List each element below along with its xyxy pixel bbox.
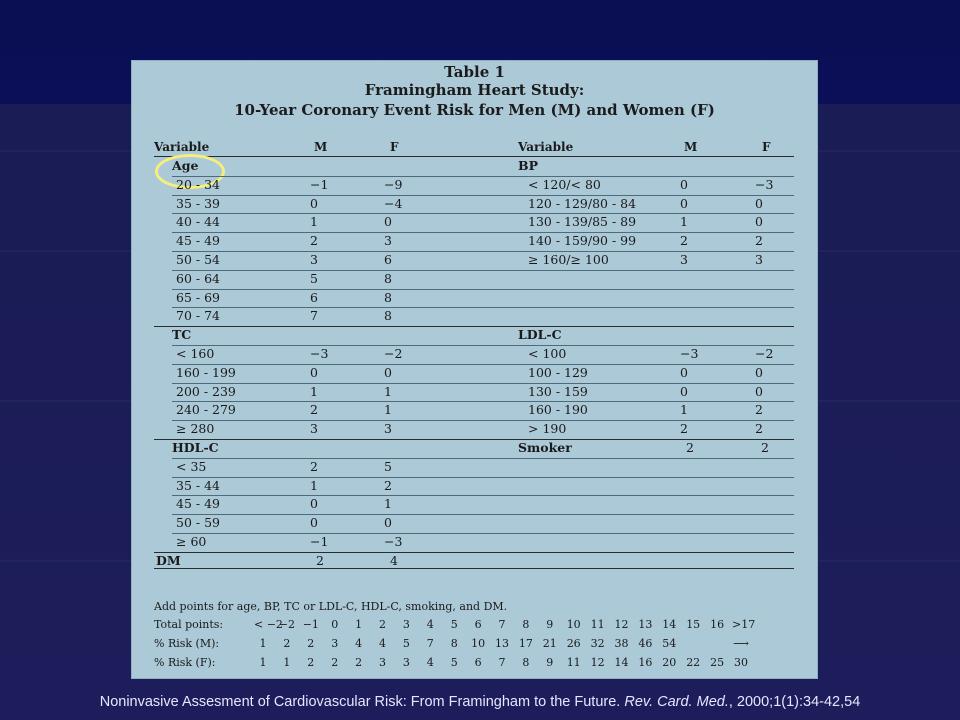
group-label-left: TC [172,327,192,343]
row-range-left: 45 - 49 [176,233,220,249]
row-range-left: 35 - 39 [176,195,220,211]
row-range-left: 50 - 54 [176,252,220,267]
row-f-left: 5 [384,458,392,474]
risk-women-value: 30 [734,656,748,669]
row-range-right: 120 - 129/80 - 84 [528,195,637,211]
row-f-left: 6 [384,252,392,267]
row-range-left: 20 - 34 [176,176,220,192]
header-variable-left: Variable [154,140,210,154]
total-point: 12 [614,618,629,631]
risk-men-value: 8 [450,637,458,650]
total-point: 5 [450,618,458,631]
row-m-right: 2 [680,233,688,249]
row-rule [172,420,794,421]
risk-men-value: 17 [518,637,533,650]
group-rule [154,439,794,440]
citation-reference: , 2000;1(1):34-42,54 [728,694,861,710]
total-point: 8 [522,618,530,631]
row-m-right: 0 [680,364,688,380]
row-f-left: −9 [384,176,403,192]
row-f-right: 2 [755,421,763,437]
total-point: 3 [402,618,410,631]
risk-men-value: 2 [307,637,315,650]
risk-women-value: 12 [590,656,605,669]
row-m-right: 0 [680,383,688,399]
row-range-left: 240 - 279 [176,402,236,418]
row-rule [172,364,794,365]
row-range-left: < 35 [176,458,207,474]
row-rule [172,514,794,515]
group-label-right: LDL-C [518,327,562,343]
row-f-left: 8 [384,308,392,324]
risk-women-value: 3 [379,656,386,669]
row-m-left: −1 [310,534,329,549]
header-m-left: M [314,140,328,154]
row-rule [172,213,794,214]
row-range-left: 50 - 59 [176,515,220,531]
risk-women-value: 1 [283,656,291,669]
risk-men-value: 46 [638,637,653,650]
total-point: 9 [546,618,554,631]
group-label-left: Age [172,158,199,173]
row-f-left: −4 [384,195,403,211]
row-f-right: 2 [755,233,763,249]
row-m-left: 0 [310,515,318,531]
total-point: 15 [686,618,701,631]
group-label-right: BP [518,158,538,173]
risk-men-value: 2 [283,637,291,650]
risk-men-value: 21 [542,637,557,650]
row-f-right: 3 [755,252,763,267]
row-m-left: 2 [310,402,318,418]
header-variable-right: Variable [518,140,574,154]
row-rule [172,307,794,308]
row-f-left: 1 [384,402,392,418]
row-m-left: 6 [310,289,318,305]
row-rule [172,458,794,459]
row-range-left: 70 - 74 [176,308,220,324]
risk-women-value: 2 [331,656,339,669]
citation-title: Noninvasive Assesment of Cardiovascular Risk: From Framingham to the Future. [99,694,621,710]
table-bottom-rule [154,568,794,569]
header-f-left: F [390,140,399,154]
total-point: −1 [302,618,319,631]
table-number: Table 1 [444,63,505,81]
row-range-right: 160 - 190 [528,402,588,418]
row-m-left: 2 [310,233,318,249]
row-f-left: 8 [384,270,392,286]
row-f-left: −2 [384,346,403,361]
risk-women-value: 3 [402,656,410,669]
row-rule [172,251,794,252]
row-m-right: 1 [680,214,688,230]
row-m-left: 3 [310,421,318,437]
risk-women-value: 9 [546,656,554,669]
row-f-left: 0 [384,214,392,230]
row-rule [172,495,794,496]
row-range-left: ≥ 60 [176,534,207,549]
row-m-right: 0 [680,176,688,192]
risk-men-value: 32 [590,637,605,650]
row-range-left: 35 - 44 [176,477,220,493]
header-f-right: F [762,140,771,154]
row-rule [172,345,794,346]
row-rule [172,533,794,534]
row-range-left: 60 - 64 [176,270,220,286]
header-m-right: M [684,140,698,154]
row-f-left: 3 [384,421,392,437]
row-rule [172,383,794,384]
risk-men-value: 4 [379,637,386,650]
row-range-right: 140 - 159/90 - 99 [528,233,637,249]
row-range-right: 130 - 159 [528,383,588,399]
row-f-right: 0 [755,364,763,380]
group-rule [154,552,794,553]
row-f-left: 0 [384,364,392,380]
row-f-right: 0 [755,383,763,399]
row-f-left: −3 [384,534,403,549]
group-f-left: 4 [390,552,398,568]
row-range-left: 160 - 199 [176,364,236,380]
total-point: 6 [474,618,482,631]
row-m-right: 0 [680,195,688,211]
group-f-right: 2 [761,440,769,455]
row-rule [172,195,794,196]
risk-men-value: 3 [331,637,339,650]
row-f-right: 2 [755,402,763,418]
footnote: Add points for age, BP, TC or LDL-C, HDL-C, smoking, and DM. [154,600,508,613]
row-range-left: < 160 [176,346,215,361]
risk-women-value: 8 [522,656,530,669]
row-rule [172,401,794,402]
row-range-left: 200 - 239 [176,383,236,399]
row-m-left: 0 [310,496,318,512]
row-f-left: 1 [384,496,392,512]
risk-women-value: 2 [355,656,363,669]
header-rule [154,156,794,157]
row-range-right: 100 - 129 [528,364,588,380]
citation-journal: Rev. Card. Med. [624,694,729,710]
total-point: 2 [379,618,386,631]
total-point: 16 [710,618,725,631]
total-point: < −2 [254,618,283,631]
row-m-right: 3 [680,252,688,267]
group-m-right: 2 [686,440,694,455]
row-m-left: 7 [310,308,318,324]
total-point: 14 [662,618,677,631]
risk-men-value: 26 [566,637,581,650]
row-range-left: 45 - 49 [176,496,220,512]
row-range-left: 65 - 69 [176,289,220,305]
row-m-left: 3 [310,252,318,267]
risk-men-value: ⟶ [733,637,749,650]
row-rule [172,176,794,177]
risk-men-value: 10 [471,637,486,650]
risk-women-value: 14 [614,656,629,669]
total-point: >17 [732,618,756,631]
risk-men-label: % Risk (M): [154,637,220,650]
framingham-table [132,61,817,678]
row-f-right: 0 [755,214,763,230]
risk-women-value: 6 [474,656,482,669]
total-point: 13 [638,618,653,631]
risk-women-label: % Risk (F): [154,656,216,669]
risk-men-value: 54 [662,637,677,650]
total-point: 11 [590,618,605,631]
risk-women-value: 7 [498,656,506,669]
risk-women-value: 22 [686,656,701,669]
risk-women-value: 16 [638,656,653,669]
risk-women-value: 2 [307,656,315,669]
group-rule [154,326,794,327]
risk-men-value: 13 [495,637,509,650]
row-f-left: 0 [384,515,392,531]
total-point: −2 [278,618,295,631]
row-m-left: −3 [310,346,329,361]
group-label-left: HDL-C [172,440,219,455]
row-f-left: 2 [384,477,392,493]
row-rule [172,289,794,290]
total-points-label: Total points: [154,618,224,631]
group-label-left: DM [156,552,181,568]
row-m-left: 0 [310,195,318,211]
row-m-left: 2 [310,458,318,474]
row-f-right: −3 [755,176,774,192]
total-point: 7 [498,618,506,631]
row-range-left: ≥ 280 [176,421,215,437]
row-range-right: 130 - 139/85 - 89 [528,214,637,230]
row-f-left: 1 [384,383,392,399]
risk-women-value: 11 [566,656,581,669]
total-point: 0 [331,618,339,631]
row-range-right: > 190 [528,421,567,437]
risk-men-value: 38 [614,637,629,650]
table-subtitle: 10-Year Coronary Event Risk for Men (M) and Women (F) [234,101,715,119]
group-label-right: Smoker [518,440,572,455]
risk-women-value: 5 [450,656,458,669]
row-m-left: 0 [310,364,318,380]
total-point: 1 [355,618,363,631]
row-f-left: 8 [384,289,392,305]
table-title: Framingham Heart Study: [364,81,585,99]
row-f-right: 0 [755,195,763,211]
row-rule [172,477,794,478]
row-range-right: < 100 [528,346,567,361]
row-f-left: 3 [384,233,392,249]
total-point: 4 [426,618,434,631]
row-m-left: 1 [310,214,318,230]
row-m-right: 1 [680,402,688,418]
total-point: 10 [566,618,581,631]
row-f-right: −2 [755,346,774,361]
citation-caption [0,694,960,710]
risk-men-value: 5 [402,637,410,650]
risk-women-value: 20 [662,656,677,669]
row-m-left: −1 [310,176,329,192]
group-m-left: 2 [316,552,324,568]
row-rule [172,270,794,271]
row-range-right: < 120/< 80 [528,176,601,192]
risk-women-value: 4 [426,656,434,669]
row-range-right: ≥ 160/≥ 100 [528,252,609,267]
risk-women-value: 1 [259,656,267,669]
risk-men-value: 4 [355,637,363,650]
row-rule [172,232,794,233]
row-range-left: 40 - 44 [176,214,220,230]
risk-men-value: 1 [259,637,267,650]
row-m-left: 5 [310,270,318,286]
row-m-right: 2 [680,421,688,437]
row-m-left: 1 [310,477,318,493]
risk-men-value: 7 [426,637,434,650]
risk-women-value: 25 [710,656,725,669]
row-m-right: −3 [680,346,699,361]
row-m-left: 1 [310,383,318,399]
